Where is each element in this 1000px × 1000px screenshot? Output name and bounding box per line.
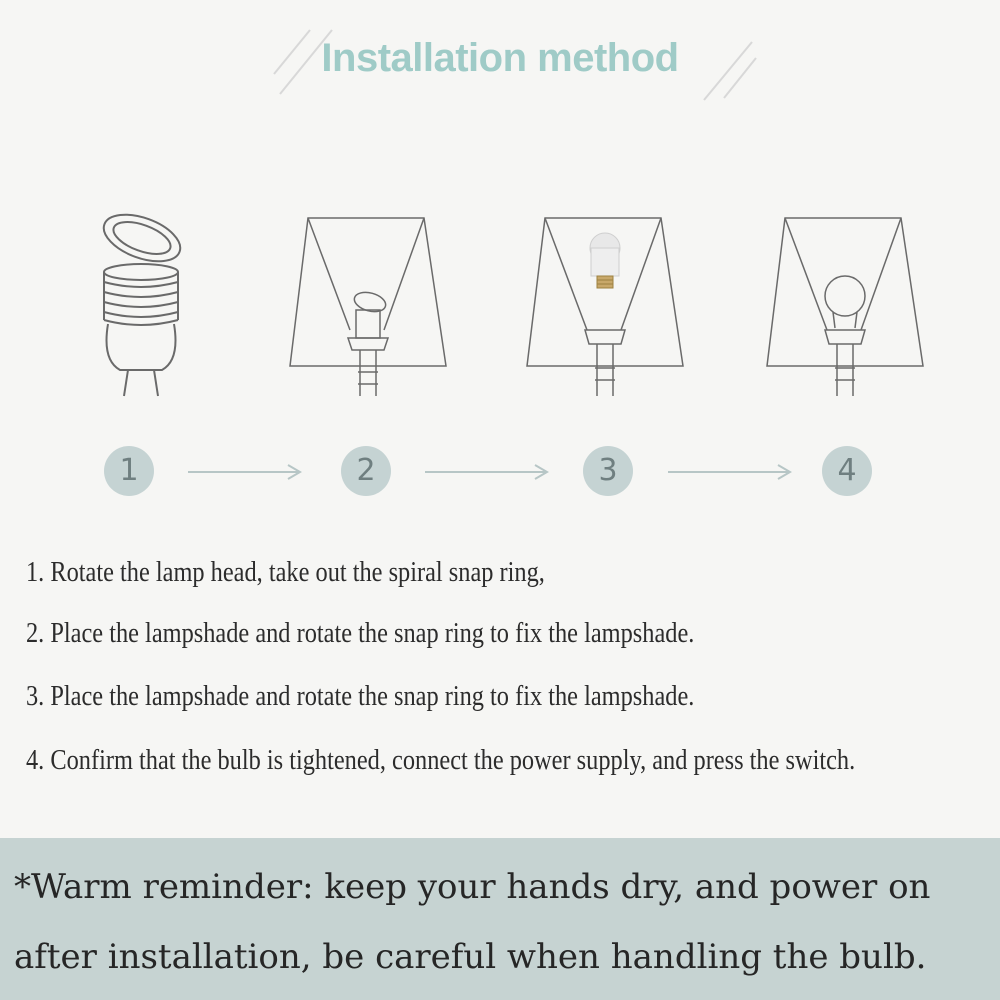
step-3-badge: 3 bbox=[583, 446, 633, 496]
step-2-badge: 2 bbox=[341, 446, 391, 496]
step-1-badge: 1 bbox=[104, 446, 154, 496]
lampshade-step2-illustration bbox=[288, 200, 448, 400]
instruction-2: 2. Place the lampshade and rotate the snap ring to fix the lampshade. bbox=[26, 617, 695, 649]
arrow-icon bbox=[425, 462, 551, 482]
lamp-holder-illustration bbox=[80, 200, 200, 400]
arrow-icon bbox=[188, 462, 304, 482]
step-4-badge: 4 bbox=[822, 446, 872, 496]
reminder-text bbox=[14, 852, 994, 992]
arrow-icon bbox=[668, 462, 794, 482]
lampshade-step3-illustration bbox=[525, 200, 685, 400]
instruction-1: 1. Rotate the lamp head, take out the spiral snap ring, bbox=[26, 556, 545, 588]
instruction-3: 3. Place the lampshade and rotate the snap ring to fix the lampshade. bbox=[26, 680, 695, 712]
reminder-line-1: *Warm reminder: keep your hands dry, and power on bbox=[14, 867, 931, 907]
lampshade-step4-illustration bbox=[765, 200, 925, 400]
reminder-line-2: after installation, be careful when handling the bulb. bbox=[14, 937, 927, 977]
instruction-4: 4. Confirm that the bulb is tightened, connect the power supply, and press the switch. bbox=[26, 744, 856, 776]
page-title: Installation method bbox=[321, 36, 679, 80]
